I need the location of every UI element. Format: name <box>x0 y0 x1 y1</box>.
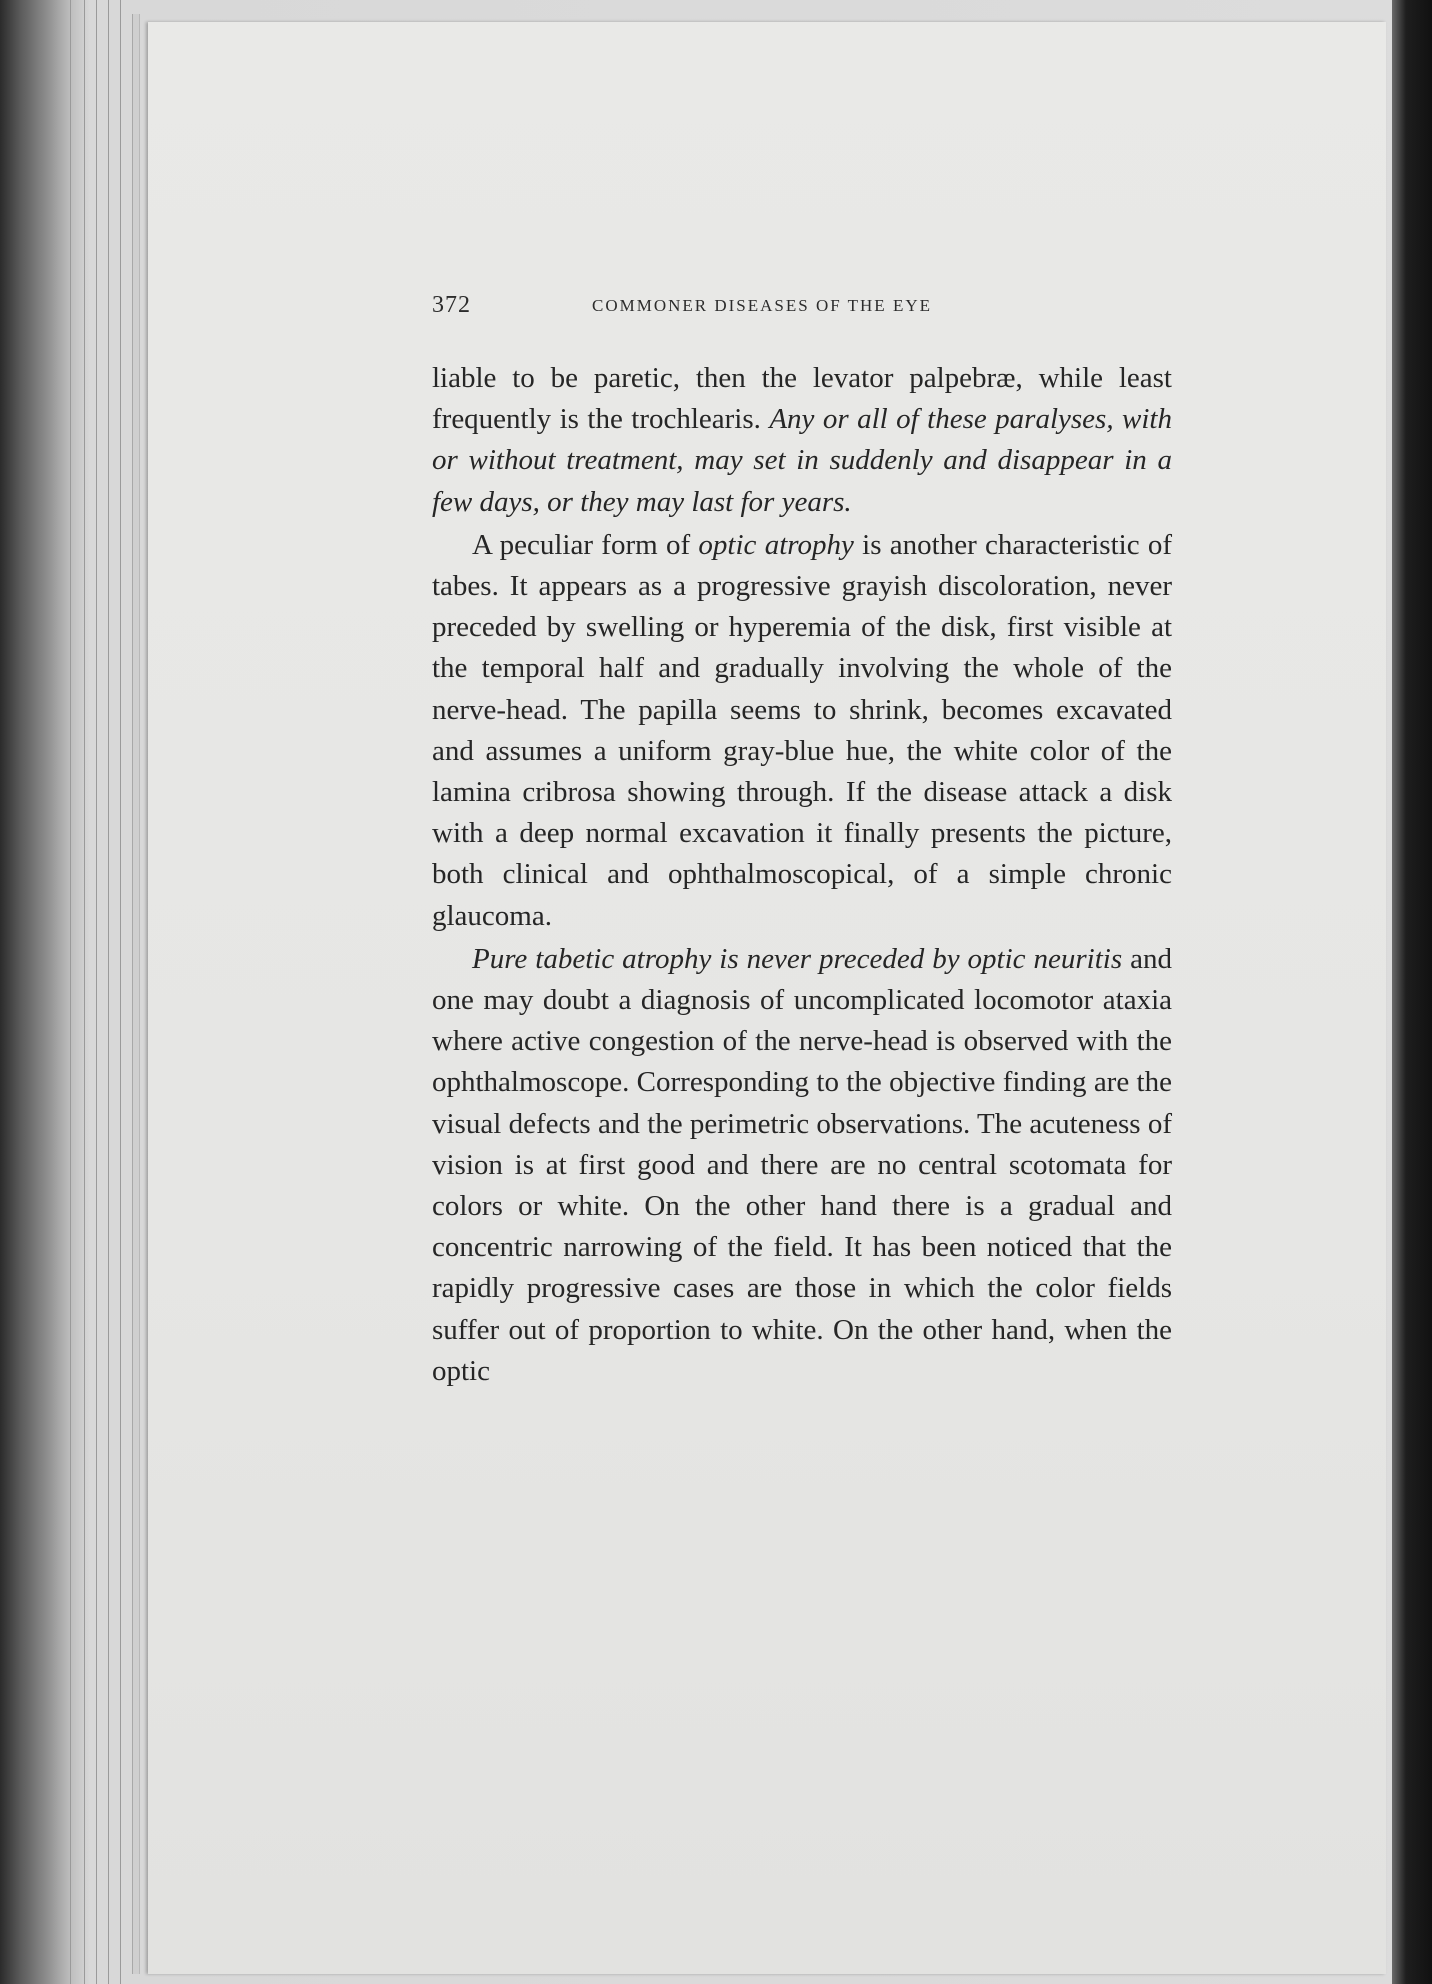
page-edge <box>120 0 121 1984</box>
page-number: 372 <box>432 292 471 318</box>
paragraph <box>432 358 1172 523</box>
page-edge <box>70 0 71 1984</box>
page-edge <box>108 0 109 1984</box>
page-edge <box>132 14 140 1974</box>
page-edge <box>84 0 85 1984</box>
paragraph-text: is another characteristic of tabes. It appears as a progressive grayish discoloration, never preceded by swelling or hyperemia of the disk, first visible at the temporal half and gradually involving the whole of the nerve-head. The papilla seems to shrink, becomes excavated and assumes a uniform gray-blue hue, the white color of the lamina cribrosa showing through. If the disease attack a disk with a deep normal excavation it finally presents the picture, both clinical and ophthalmoscopical, of a simple chronic glaucoma. <box>432 528 1173 932</box>
body-text <box>432 358 1172 1392</box>
paragraph-emphasis: optic atrophy <box>698 528 854 561</box>
paragraph-text: A peculiar form of <box>472 528 699 561</box>
paragraph-emphasis: Pure tabetic atrophy is never preceded by optic neuritis <box>472 942 1123 975</box>
page-edge <box>96 0 97 1984</box>
paragraph <box>432 525 1172 937</box>
running-head: COMMONER DISEASES OF THE EYE <box>592 296 932 315</box>
paragraph-text: and one may doubt a diagnosis of uncomplicated locomotor ataxia where active congestion of the nerve-head is observed with the ophthalmoscope. Corresponding to the objective finding are the visual defects and the perimetric observations. The acuteness of vision is at first good and there are no central scotomata for colors or white. On the other hand there is a gradual and concentric narrowing of the field. It has been noticed that the rapidly progressive cases are those in which the color fields suffer out of proportion to white. On the other hand, when the optic <box>432 942 1172 1387</box>
paragraph-emphasis: Any or all of these paralyses, with or without treatment, may set in suddenly and disappear in a few days, or they may last for years. <box>432 403 1172 518</box>
binding-shadow <box>1392 0 1432 1984</box>
paragraph-text: liable to be paretic, then the levator palpebræ, while least frequently is the trochlearis. <box>432 362 1172 436</box>
paragraph <box>432 939 1172 1392</box>
page-header <box>432 292 1022 326</box>
